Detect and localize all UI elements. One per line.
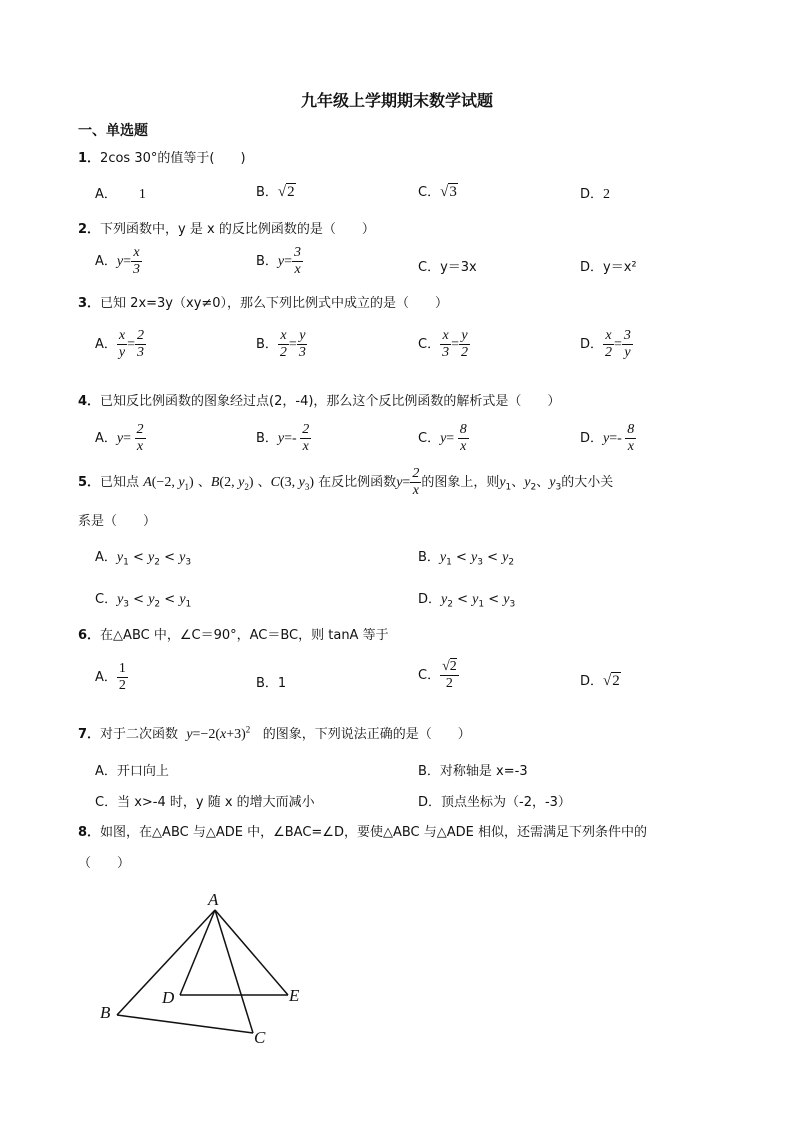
q2-option-d: D．y＝x² (580, 260, 637, 275)
q6-option-b: B．1 (256, 676, 287, 691)
q7-option-a: A．开口向上 (95, 764, 169, 779)
q1-option-c: C．√3 (418, 184, 457, 200)
q3-option-d: D． $\frac{x}{2}$ = $\frac{3}{y}$ (580, 328, 631, 360)
question-stem: 2cos 30°的值等于( ) (100, 151, 246, 166)
q6-option-a: A． $\frac{1}{2}$ (95, 661, 126, 693)
q4-option-a: A．y= $\frac{2}{x}$ (95, 422, 144, 454)
q5-option-d: D．$y_2 < y_1 < y_3$ (418, 592, 516, 610)
q3-option-a: A． $\frac{x}{y}$ = $\frac{2}{3}$ (95, 328, 145, 360)
question-5: 5．已知点 A(−2, $y_1$) 、B(2, $y_2$) 、C(3, $y_3$) 在反比例函数y= $\frac{2}{x}$ 的图象上，则$y_1$、$y_2$、$y_3$的大小关 (78, 466, 614, 498)
q3-option-b: B． $\frac{x}{2}$ = $\frac{y}{3}$ (256, 328, 306, 360)
page-title: 九年级上学期期末数学试题 (300, 91, 493, 110)
question-1 (78, 147, 246, 166)
q1-option-d: D．2 (580, 187, 611, 202)
q2-option-c: C．y＝3x (418, 260, 477, 275)
q5-option-c: C．$y_3 < y_2 < y_1$ (95, 592, 192, 610)
question-5-cont: 系是（ ） (78, 514, 157, 529)
q3-option-c: C． $\frac{x}{3}$ = $\frac{y}{2}$ (418, 328, 468, 360)
label-b: B (100, 1003, 111, 1022)
label-a: A (208, 890, 219, 909)
question-8: 8．如图，在△ABC 与△ADE 中，∠BAC=∠D，要使△ABC 与△ADE 相似，还需满足下列条件中的 (78, 825, 647, 840)
label-d: D (162, 988, 175, 1007)
q1-option-a: A． 1 (95, 187, 146, 202)
q4-option-c: C．y= $\frac{8}{x}$ (418, 422, 467, 454)
q7-option-b: B．对称轴是 x=-3 (418, 764, 528, 779)
question-6: 6．在△ABC 中，∠C＝90°，AC＝BC，则 tanA 等于 (78, 628, 389, 643)
label-c: C (254, 1028, 266, 1047)
label-e: E (289, 986, 300, 1005)
q7-option-c: C．当 x>-4 时，y 随 x 的增大而减小 (95, 795, 315, 810)
question-4: 4．已知反比例函数的图象经过点(2，-4)，那么这个反比例函数的解析式是（ ） (78, 394, 561, 409)
q1-option-b: B．√2 (256, 184, 295, 200)
q6-option-d: D．√2 (580, 673, 620, 689)
q5-option-b: B．$y_1 < y_3 < y_2$ (418, 550, 515, 568)
question-number: 1． (78, 151, 101, 166)
question-3: 3．已知 2x=3y（xy≠0），那么下列比例式中成立的是（ ） (78, 296, 449, 311)
question-2: 2．下列函数中，y 是 x 的反比例函数的是（ ） (78, 222, 375, 237)
q4-option-b: B．y=- $\frac{2}{x}$ (256, 422, 310, 454)
question-7: 7．对于二次函数 $y=-2(x+3)^2$ 的图象，下列说法正确的是（ ） (78, 724, 471, 742)
question-8-cont: （ ） (78, 856, 131, 871)
q7-option-d: D．顶点坐标为（-2，-3） (418, 795, 571, 810)
section-heading: 一、单选题 (78, 123, 148, 139)
q5-option-a: A．$y_1 < y_2 < y_3$ (95, 550, 192, 568)
q2-option-a: A．y= $\frac{x}{3}$ (95, 245, 141, 277)
q6-option-c: C． $\frac{√2}{2}$ (418, 659, 457, 691)
q4-option-d: D．y=- $\frac{8}{x}$ (580, 422, 635, 454)
q2-option-b: B．y= $\frac{3}{x}$ (256, 245, 302, 277)
geometry-figure (90, 885, 330, 1055)
